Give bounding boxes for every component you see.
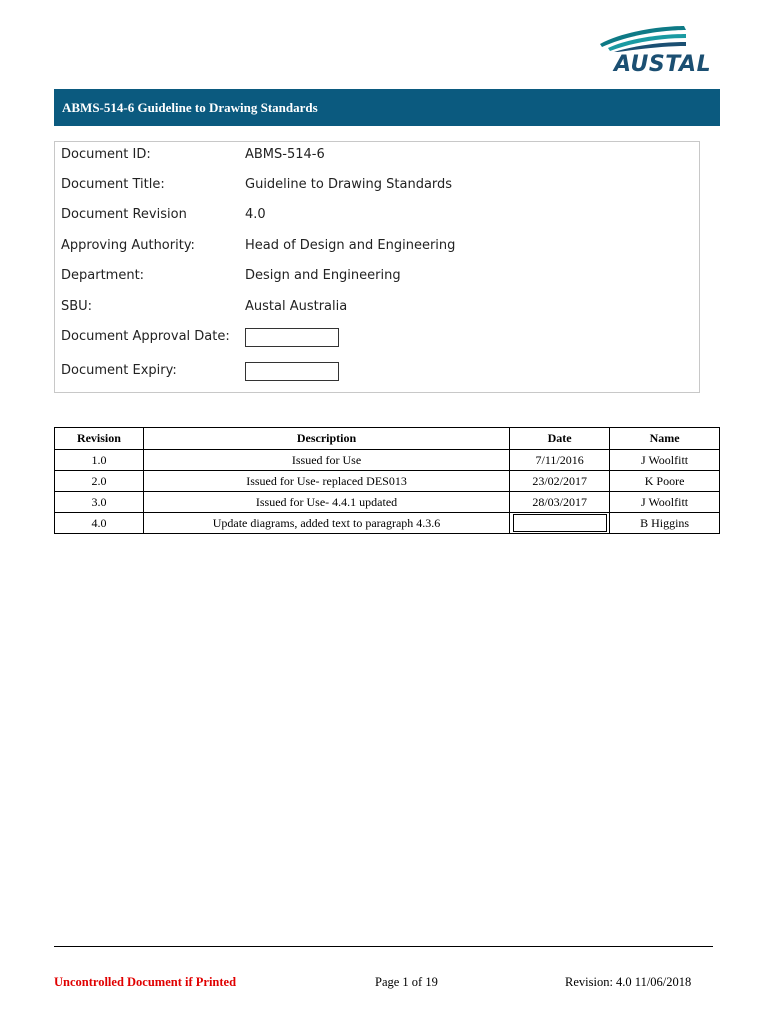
authority-label: Approving Authority: [61,238,195,253]
cell-name: J Woolfitt [610,492,720,513]
expiry-label: Document Expiry: [61,363,177,378]
cell-date: 7/11/2016 [510,450,610,471]
cell-date: 23/02/2017 [510,471,610,492]
table-row [55,471,720,492]
cell-revision: 4.0 [55,513,144,534]
authority-value: Head of Design and Engineering [245,238,456,253]
document-heading: ABMS-514-6 Guideline to Drawing Standards [62,99,318,115]
department-value: Design and Engineering [245,268,401,283]
revision-history-table [54,427,720,534]
department-label: Department: [61,268,145,283]
revision-date-footer: Revision: 4.0 11/06/2018 [565,975,692,989]
cell-name: B Higgins [610,513,720,534]
logo-text: AUSTAL [614,52,712,77]
austal-logo [596,22,718,80]
table-row [55,492,720,513]
cell-description: Issued for Use- 4.4.1 updated [143,492,509,513]
document-metadata-box [54,141,700,393]
sbu-value: Austal Australia [245,299,348,314]
doc-title-label: Document Title: [61,177,165,192]
cell-date: 28/03/2017 [510,492,610,513]
expiry-field[interactable] [245,362,339,381]
cell-revision: 3.0 [55,492,144,513]
document-title-bar [54,89,720,126]
doc-id-value: ABMS-514-6 [245,147,325,162]
approval-date-label: Document Approval Date: [61,329,230,344]
cell-revision: 2.0 [55,471,144,492]
cell-description: Issued for Use- replaced DES013 [143,471,509,492]
doc-id-label: Document ID: [61,147,151,162]
date-field[interactable] [513,514,607,532]
header-name: Name [610,428,720,450]
header-revision: Revision [55,428,144,450]
cell-date [510,513,610,534]
doc-revision-value: 4.0 [245,207,266,222]
header-date: Date [510,428,610,450]
sbu-label: SBU: [61,299,93,314]
table-row [55,513,720,534]
cell-revision: 1.0 [55,450,144,471]
logo-wave-icon [596,22,718,52]
doc-title-value: Guideline to Drawing Standards [245,177,453,192]
footer-divider [54,946,713,947]
uncontrolled-notice: Uncontrolled Document if Printed [54,975,237,989]
cell-description: Issued for Use [143,450,509,471]
cell-name: J Woolfitt [610,450,720,471]
table-row [55,450,720,471]
approval-date-field[interactable] [245,328,339,347]
doc-revision-label: Document Revision [61,207,187,222]
cell-description: Update diagrams, added text to paragraph 4.3.6 [143,513,509,534]
page-number: Page 1 of 19 [375,975,438,989]
cell-name: K Poore [610,471,720,492]
header-description: Description [143,428,509,450]
table-header-row [55,428,720,450]
